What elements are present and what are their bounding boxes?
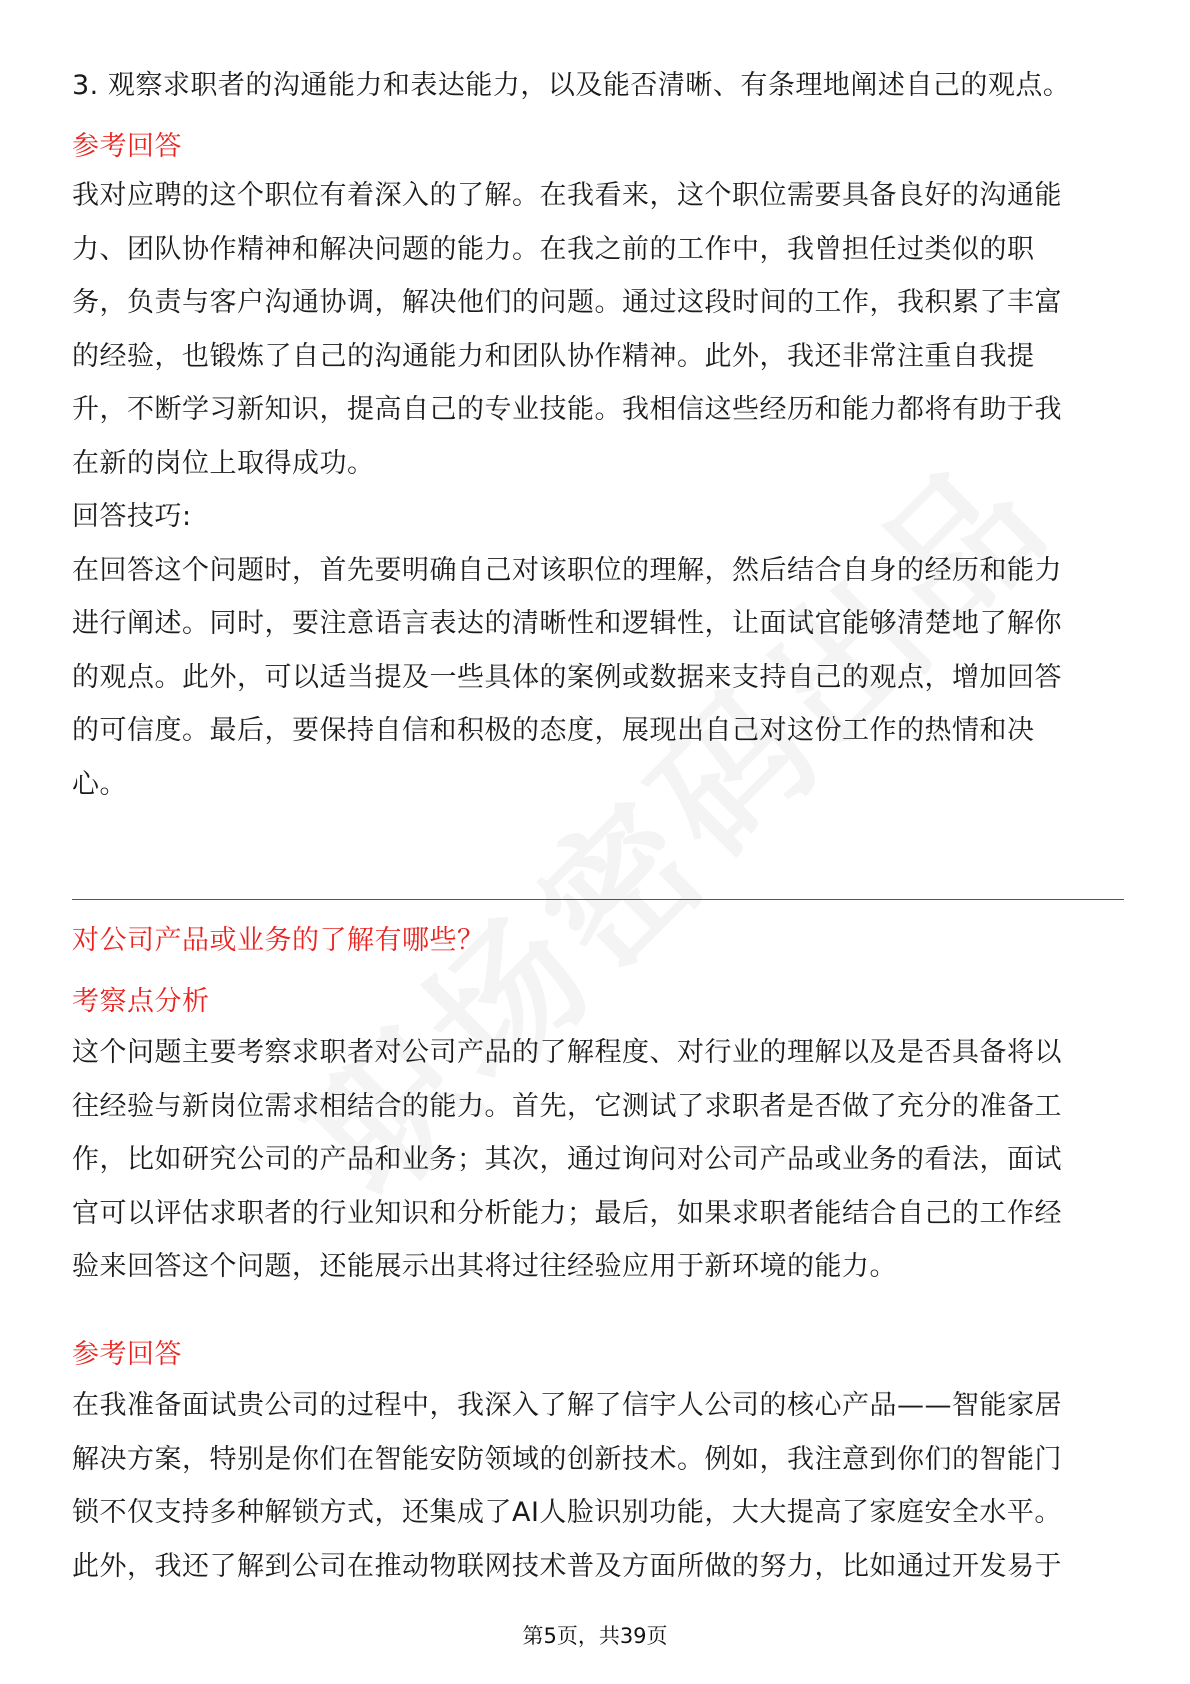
question-title: 对公司产品或业务的了解有哪些？ (72, 925, 485, 956)
paragraph-line: 升，不断学习新知识，提高自己的专业技能。我相信这些经历和能力都将有助于我 (72, 394, 1062, 425)
paragraph-line: 的观点。此外，可以适当提及一些具体的案例或数据来支持自己的观点，增加回答 (72, 662, 1062, 693)
paragraph-line: 解决方案，特别是你们在智能安防领域的创新技术。例如，我注意到你们的智能门 (72, 1444, 1062, 1475)
paragraph-line: 在回答这个问题时，首先要明确自己对该职位的理解，然后结合自身的经历和能力 (72, 555, 1062, 586)
section-heading-analysis: 考察点分析 (72, 986, 210, 1017)
section-divider (72, 899, 1124, 900)
paragraph-line: 进行阐述。同时，要注意语言表达的清晰性和逻辑性，让面试官能够清楚地了解你 (72, 608, 1062, 639)
paragraph-line: 这个问题主要考察求职者对公司产品的了解程度、对行业的理解以及是否具备将以 (72, 1037, 1062, 1068)
paragraph-line: 的可信度。最后，要保持自信和积极的态度，展现出自己对这份工作的热情和决 (72, 715, 1035, 746)
paragraph-line: 我对应聘的这个职位有着深入的了解。在我看来，这个职位需要具备良好的沟通能 (72, 180, 1062, 211)
paragraph-line: 往经验与新岗位需求相结合的能力。首先，它测试了求职者是否做了充分的准备工 (72, 1091, 1062, 1122)
section-heading-reference-answer: 参考回答 (72, 1339, 182, 1370)
tips-heading: 回答技巧: (72, 501, 192, 532)
paragraph-line: 此外，我还了解到公司在推动物联网技术普及方面所做的努力，比如通过开发易于 (72, 1551, 1062, 1582)
criterion-item-3: 3. 观察求职者的沟通能力和表达能力，以及能否清晰、有条理地阐述自己的观点。 (72, 70, 1071, 101)
paragraph-line: 力、团队协作精神和解决问题的能力。在我之前的工作中，我曾担任过类似的职 (72, 234, 1035, 265)
section-heading-reference-answer: 参考回答 (72, 131, 182, 162)
paragraph-line: 验来回答这个问题，还能展示出其将过往经验应用于新环境的能力。 (72, 1251, 897, 1282)
paragraph-line: 官可以评估求职者的行业知识和分析能力；最后，如果求职者能结合自己的工作经 (72, 1198, 1062, 1229)
paragraph-line: 在我准备面试贵公司的过程中，我深入了解了信宇人公司的核心产品——智能家居 (72, 1390, 1062, 1421)
paragraph-line: 在新的岗位上取得成功。 (72, 448, 375, 479)
paragraph-line: 心。 (72, 769, 127, 800)
paragraph-line: 锁不仅支持多种解锁方式，还集成了AI人脸识别功能，大大提高了家庭安全水平。 (72, 1497, 1062, 1528)
paragraph-line: 作，比如研究公司的产品和业务；其次，通过询问对公司产品或业务的看法，面试 (72, 1144, 1062, 1175)
page-number: 第5页，共39页 (522, 1624, 668, 1648)
paragraph-line: 务，负责与客户沟通协调，解决他们的问题。通过这段时间的工作，我积累了丰富 (72, 287, 1062, 318)
paragraph-line: 的经验，也锻炼了自己的沟通能力和团队协作精神。此外，我还非常注重自我提 (72, 341, 1035, 372)
